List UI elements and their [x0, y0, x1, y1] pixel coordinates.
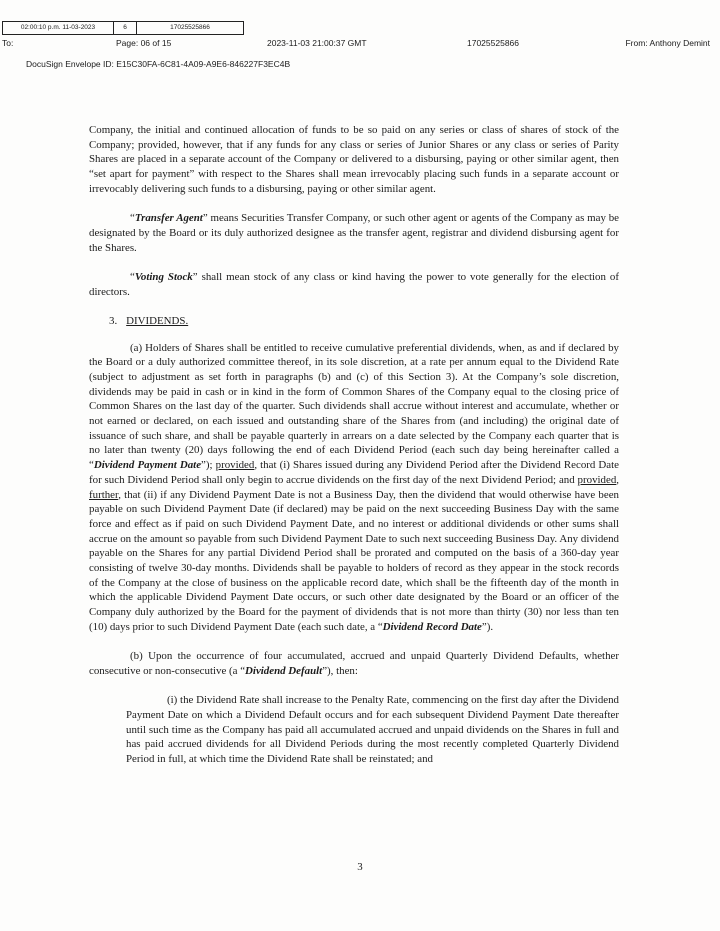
underlined-further: further — [89, 488, 119, 501]
page-number: 3 — [357, 861, 363, 873]
docusign-envelope-id: DocuSign Envelope ID: E15C30FA-6C81-4A09-A9E6-846227F3EC4B — [26, 59, 291, 69]
text-run: (b) Upon the occurrence of four accumulated, accrued and unpaid Quarterly Dividend Defaults, whether consecutive or non-consecutive (a “ — [89, 650, 619, 677]
definition-text: ” shall mean stock of any class or kind having the power to vote generally for the election of directors. — [89, 270, 619, 298]
text-run: ”), then: — [322, 664, 358, 677]
paragraph-b-i: (i) the Dividend Rate shall increase to the Penalty Rate, commencing on the first day after the Dividend Payment Date on which a Dividend Default occurs and for each subsequent Dividend Payment Date thereafter until such time as the Company has paid all accumulated accrued and unpaid dividends on the Shares in full and has paid accrued dividends for all Dividend Periods during the most recently completed Quarterly Dividend Period in full, at which time the Dividend Rate shall be reinstated; and — [126, 694, 619, 765]
definition-transfer-agent — [89, 211, 619, 255]
underlined-provided: provided — [577, 473, 617, 486]
text-run: ”). — [481, 620, 494, 633]
paragraph-continued: Company, the initial and continued allocation of funds to be so paid on any series or class of shares of stock of the Company; provided, however, that if any funds for any class or series of Junior Shares or any class or series of Parity Shares are placed in a separate account of the Company or delivered to a disbursing, paying or other similar agent, then “set apart for payment” with respect to the Shares shall mean irrevocably placing such funds in a separate account or irrevocably delivering such funds to a disbursing, paying or other similar agent. — [89, 124, 619, 195]
defined-term-dividend-payment-date: Dividend Payment Date — [93, 459, 202, 472]
fax-from: From: Anthony Demint — [625, 38, 710, 48]
paragraph-a — [89, 341, 619, 635]
definition-text: ” means Securities Transfer Company, or such other agent or agents of the Company as may be designated by the Board or its duly authorized designee as the transfer agent, registrar and dividend disbursing agent for the Shares. — [89, 212, 619, 254]
defined-term-dividend-default: Dividend Default — [245, 664, 323, 677]
underlined-provided: provided — [215, 459, 255, 472]
fax-to: To: — [2, 38, 14, 48]
document-body — [89, 123, 619, 767]
section-title: DIVIDENDS. — [126, 314, 189, 327]
text-run: ”); — [201, 459, 216, 472]
defined-term-dividend-record-date: Dividend Record Date — [382, 620, 482, 633]
defined-term-transfer-agent: Transfer Agent — [134, 212, 203, 225]
section-heading — [109, 314, 619, 329]
definition-voting-stock — [89, 270, 619, 299]
fax-transmission-box — [2, 21, 244, 35]
fax-page: Page: 06 of 15 — [116, 38, 172, 48]
quote-open: “ — [130, 270, 135, 283]
quote-open: “ — [130, 212, 135, 225]
fax-box-time: 02:00:10 p.m. 11-03-2023 — [3, 22, 114, 34]
text-run: , — [616, 473, 619, 486]
text-run: , that (ii) if any Dividend Payment Date is not a Business Day, then the dividend that would otherwise have been payable on such Dividend Payment Date (if declared) may be paid on the next succeeding Business Day with the same force and effect as if paid on such Dividend Payment Date, and no interest or additional dividends or other sums shall accrue on the amount so payable from such Dividend Payment Date to such next succeeding Business Day. Any dividend payable on the Shares for any partial Dividend Period shall be prorated and computed on the basis of a 360-day year consisting of twelve 30-day months. Dividends shall be payable to holders of record as they appear in the stock records of the Company at the close of business on the applicable record date, which shall be the fifteenth day of the month in which the applicable Dividend Payment Date occurs, or such other date designated by the Board or an officer of the Company duly authorized by the Board for the payment of dividends that is not more than thirty (30) nor less than ten (10) days prior to such Dividend Payment Date (each such date, a “ — [89, 488, 619, 633]
section-number: 3. — [109, 314, 118, 327]
fax-box-page: 6 — [114, 22, 137, 34]
fax-header-line — [2, 37, 716, 49]
text-run: , that (i) Shares issued during any Dividend Period after the Dividend Record Date for such Dividend Period shall only begin to accrue dividends on the first day of the next Dividend Period; and — [89, 459, 619, 486]
text-run: (a) Holders of Shares shall be entitled to receive cumulative preferential dividends, when, as and if declared by the Board or a duly authorized committee thereof, in its sole discretion, at a rate per annum equal to the Dividend Rate (subject to adjustment as set forth in paragraphs (b) and (c) of this Section 3). At the Company’s sole discretion, dividends may be paid in cash or in kind in the form of Common Shares of the Company equal to the closing price of Common Shares on the last day of the quarter. Such dividends shall accrue without interest and accumulate, whether or not earned or declared, on each issued and outstanding share of the Shares from (and including) the original date of issuance of such share, and shall be payable quarterly in arrears on a date selected by the Company each quarter that is no later than twenty (20) days following the end of each Dividend Period (each such day being hereinafter called a “ — [89, 341, 619, 472]
fax-box-number: 17025525866 — [170, 24, 210, 31]
fax-timestamp: 2023-11-03 21:00:37 GMT — [267, 38, 367, 48]
paragraph-b — [89, 649, 619, 678]
fax-number: 17025525866 — [467, 38, 520, 48]
defined-term-voting-stock: Voting Stock — [134, 270, 193, 283]
